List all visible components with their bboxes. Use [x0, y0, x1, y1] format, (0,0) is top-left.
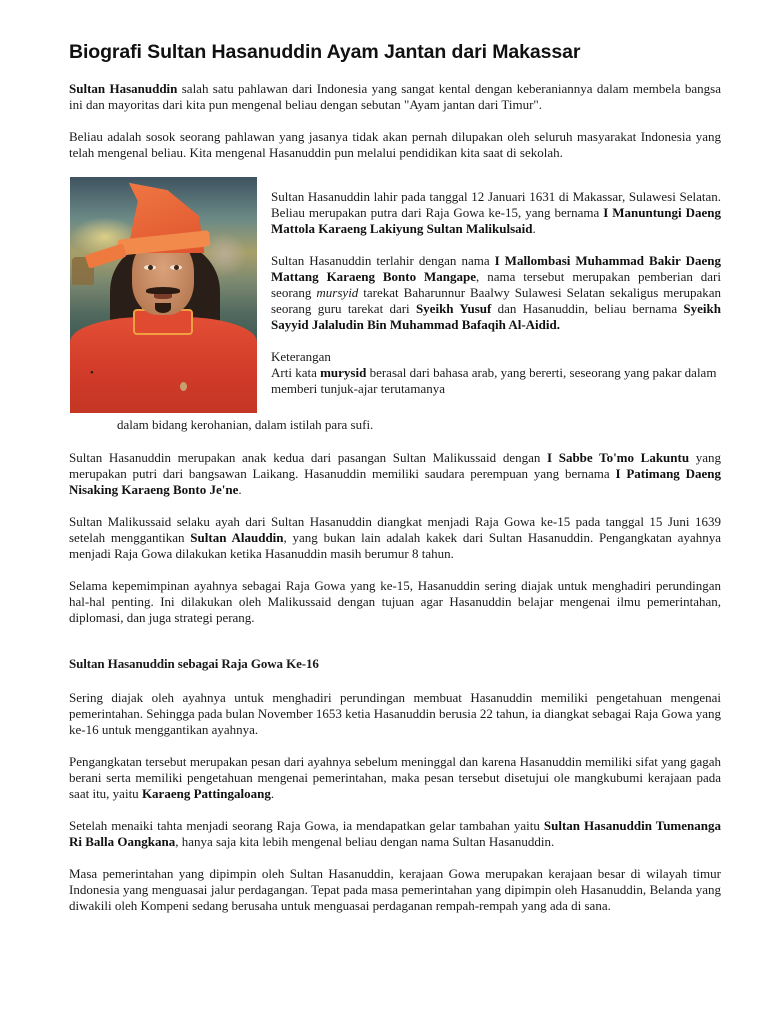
bold-text: Sultan Hasanuddin Tumenanga Ri Balla Oangkana — [69, 818, 721, 849]
bullet-text — [271, 365, 716, 396]
text-run: Sultan Hasanuddin merupakan anak kedua dari pasangan Sultan Malikussaid dengan — [69, 450, 548, 465]
text-run: Beliau adalah sosok seorang pahlawan yang jasanya tidak akan pernah dilupakan oleh seluruh masyarakat Indonesia yang telah mengenal beliau. Kita mengenal Hasanuddin pun melalui pendidikan kita saat di sekolah. — [69, 129, 721, 160]
paragraph — [69, 450, 721, 498]
paragraph — [69, 754, 721, 802]
text-run: Sultan Hasanuddin terlahir dengan nama — [271, 253, 495, 268]
bold-text: Karaeng Pattingaloang — [141, 786, 271, 801]
italic-text: mursyid — [316, 285, 359, 300]
bold-text: Syeikh Yusuf — [415, 301, 492, 316]
text-run: berasal dari bahasa arab, yang bererti, seseorang yang pakar dalam memberi tunjuk-ajar terutamanya — [271, 365, 717, 396]
bold-text: Syeikh Sayyid Jalaludin Bin Muhammad Bafaqih Al-Aidid. — [271, 301, 721, 332]
paragraph — [69, 578, 721, 626]
text-run: Selama kepemimpinan ayahnya sebagai Raja Gowa yang ke-15, Hasanuddin sering diajak untuk menghadiri perundingan hal-hal penting. Ini dilakukan oleh Malikussaid dengan tujuan agar Hasanuddin belajar mengenai ilmu pemerintahan, diplomasi, dan juga strategi perang. — [69, 578, 721, 625]
paragraph — [69, 818, 721, 850]
text-run: Sering diajak oleh ayahnya untuk menghadiri perundingan membuat Hasanuddin memiliki pengetahuan mengenai pemerintahan. Sehingga pada bulan November 1653 ketia Hasanuddin berusia 22 tahun, ia diangkat sebagai Raja Gowa yang ke-16 untuk menggantikan ayahnya. — [69, 690, 721, 737]
bold-text: I Sabbe To'mo Lakuntu — [547, 450, 690, 465]
text-run: Sultan Malikussaid selaku ayah dari Sultan Hasanuddin diangkat menjadi Raja Gowa ke-15 pada tanggal 15 Juni 1639 setelah menggantikan — [69, 514, 721, 545]
main-section — [69, 450, 721, 626]
intro-section — [69, 81, 721, 161]
mustache — [146, 287, 180, 294]
bold-text: I Mallombasi Muhammad Bakir Daeng Mattang Karaeng Bonto Mangape — [271, 253, 721, 284]
paragraph — [69, 514, 721, 562]
section-heading: Sultan Hasanuddin sebagai Raja Gowa Ke-16 — [69, 656, 319, 671]
text-run: Pengangkatan tersebut merupakan pesan dari ayahnya sebelum meninggal dan karena Hasanuddin memiliki sifat yang gagah berani serta memiliki pengetahuan mengenai pemerintahan, maka pesan tersebut disetujui ole mangkubumi kerajaan pada saat itu, yaitu — [69, 754, 721, 801]
beard — [155, 303, 171, 313]
document-page — [69, 40, 721, 930]
left-eye — [144, 265, 156, 270]
raja-gowa-section — [69, 690, 721, 914]
bold-text: murysid — [320, 365, 367, 380]
text-run: tarekat Baharunnur Baalwy Sulawesi Selatan sekaligus merupakan seorang guru tarekat dari — [271, 285, 721, 316]
text-run: , yang bukan lain adalah kakek dari Sultan Hasanuddin. Pengangkatan ayahnya menjadi Raja Gowa dilakukan ketika Hasanuddin masih berumur 8 tahun. — [69, 530, 721, 561]
paragraph — [69, 81, 721, 113]
paragraph — [69, 690, 721, 738]
bold-text: Sultan Alauddin — [190, 530, 284, 545]
text-run: salah satu pahlawan dari Indonesia yang sangat kental dengan keberaniannya dalam membela bangsa ini dan mayoritas dari kita pun mengenal beliau dengan sebutan "Ayam jantan dari Timur". — [69, 81, 721, 112]
text-run: Sultan Hasanuddin lahir pada tanggal 12 Januari 1631 di Makassar, Sulawesi Selatan. Beliau merupakan putra dari Raja Gowa ke-15, yang bernama — [271, 189, 721, 220]
bullet-item — [69, 365, 721, 397]
text-run: . — [270, 786, 275, 801]
text-run: Arti kata — [271, 365, 321, 380]
keterangan-label: Keterangan — [271, 349, 331, 364]
bullet-icon: • — [90, 367, 94, 379]
text-run: yang merupakan putri dari bangsawan Laikang. Hasanuddin memiliki saudara perempuan yang bernama — [69, 450, 721, 481]
text-run: , hanya saja kita lebih mengenal beliau dengan nama Sultan Hasanuddin. — [175, 834, 555, 849]
portrait-section — [69, 177, 721, 433]
paragraph — [69, 866, 721, 914]
text-run: Masa pemerintahan yang dipimpin oleh Sultan Hasanuddin, kerajaan Gowa merupakan kerajaan besar di wilayah timur Indonesia yang menguasai jalur perdagangan. Tepat pada masa pemerintahan yang dipimpin oleh Hasanuddin, Belanda yang diwakili oleh Kompeni sedang berusaha untuk menguasai perdaganan rempah-rempah yang ada di sana. — [69, 866, 721, 913]
text-run: . — [532, 221, 536, 236]
right-eye — [170, 265, 182, 270]
text-run: . — [238, 482, 242, 497]
mouth — [154, 294, 172, 299]
text-run: dan Hasanuddin, beliau bernama — [491, 301, 684, 316]
text-run: , nama tersebut merupakan pemberian dari seorang — [271, 269, 721, 300]
bold-text: I Patimang Daeng Nisaking Karaeng Bonto Je'ne — [69, 466, 722, 497]
bold-text: Sultan Hasanuddin — [69, 81, 178, 96]
bullet-continuation: dalam bidang kerohanian, dalam istilah para sufi. — [117, 417, 374, 432]
text-run: Setelah menaiki tahta menjadi seorang Raja Gowa, ia mendapatkan gelar tambahan yaitu — [69, 818, 544, 833]
bold-text: I Manuntungi Daeng Mattola Karaeng Lakiyung Sultan Malikulsaid — [271, 205, 721, 236]
paragraph — [69, 129, 721, 161]
document-title: Biografi Sultan Hasanuddin Ayam Jantan dari Makassar — [69, 41, 581, 63]
